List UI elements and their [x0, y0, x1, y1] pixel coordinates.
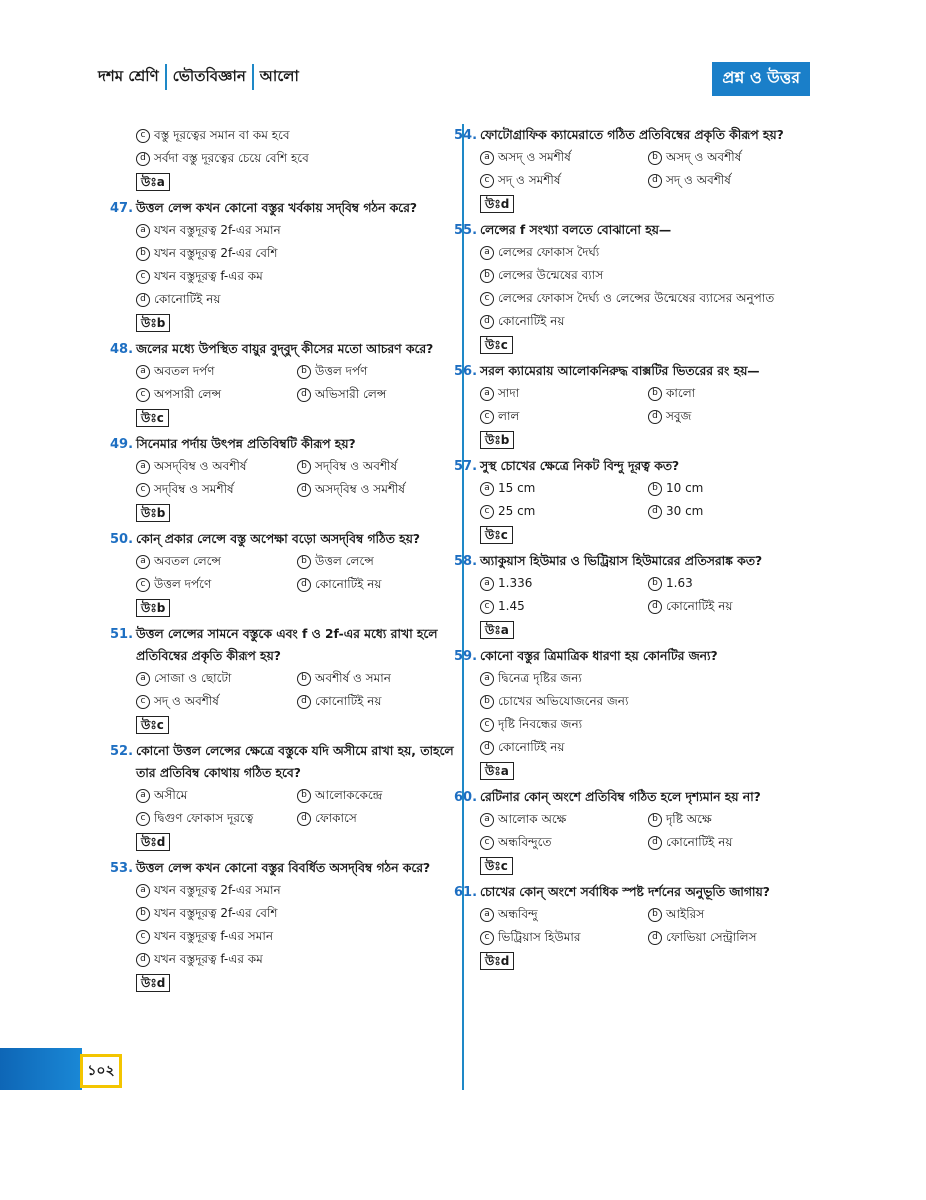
answer-box: উঃc [136, 409, 169, 427]
option-text: অপসারী লেন্স [154, 387, 222, 401]
option [648, 169, 816, 192]
option [480, 146, 648, 169]
option-text: অবতল লেন্সে [154, 554, 221, 568]
option-text: সাদা [498, 386, 520, 400]
question-text: সুস্থ চোখের ক্ষেত্রে নিকট বিন্দু দূরত্ব কত? [480, 459, 680, 473]
question-number: 60. [454, 790, 478, 805]
option-letter: a [480, 577, 494, 591]
option-letter: c [480, 718, 494, 732]
option-text: সদ্‌বিম্ব ও অবশীর্ষ [315, 459, 398, 473]
option-letter: c [136, 695, 150, 709]
answer-box: উঃb [136, 504, 170, 522]
option [297, 383, 458, 406]
option-text: 10 cm [666, 481, 704, 495]
answer-box: উঃa [480, 621, 514, 639]
option-letter: a [480, 387, 494, 401]
answer-box: উঃc [480, 857, 513, 875]
question-block [110, 338, 458, 433]
option-text: সদ্ ও সমশীর্ষ [498, 173, 561, 187]
option-letter: d [297, 812, 311, 826]
question-number: 54. [454, 128, 478, 143]
option-letter: c [480, 931, 494, 945]
option-letter: d [297, 388, 311, 402]
option-text: উত্তল দর্পণে [154, 577, 212, 591]
option-letter: c [136, 129, 150, 143]
question-block [110, 433, 458, 528]
question-text: কোন্ প্রকার লেন্সে বস্তু অপেক্ষা বড়ো অসদ্‌বিম্ব গঠিত হয়? [136, 532, 420, 546]
question-number: 58. [454, 554, 478, 569]
option-letter: c [136, 483, 150, 497]
option-text: অসদ্ ও সমশীর্ষ [498, 150, 571, 164]
option-letter: d [297, 483, 311, 497]
option-text: লেন্সের ফোকাস দৈর্ঘ্য ও লেন্সের উন্মেষের ব্যাসের অনুপাত [498, 291, 775, 305]
option [480, 264, 816, 287]
option-letter: c [480, 505, 494, 519]
option-text: অবতল দর্পণ [154, 364, 215, 378]
question-text: সিনেমার পর্দায় উৎপন্ন প্রতিবিম্বটি কীরূপ হয়? [136, 437, 356, 451]
option [136, 573, 297, 596]
option-letter: b [480, 269, 494, 283]
option-letter: a [480, 246, 494, 260]
option [297, 690, 458, 713]
option [480, 667, 816, 690]
question-text: চোখের কোন্ অংশে সর্বাধিক স্পষ্ট দর্শনের অনুভূতি জাগায়? [480, 885, 770, 899]
option-letter: d [297, 578, 311, 592]
option-letter: b [136, 907, 150, 921]
breadcrumb-chapter: আলো [259, 66, 299, 85]
option-text: যখন বস্তুদূরত্ব 2f-এর সমান [154, 883, 281, 897]
option [480, 241, 816, 264]
option [136, 948, 458, 971]
option [136, 784, 297, 807]
option-letter: b [648, 577, 662, 591]
question-text: কোনো উত্তল লেন্সের ক্ষেত্রে বস্তুকে যদি অসীমে রাখা হয়, তাহলে তার প্রতিবিম্ব কোথায় গঠিত হবে? [136, 744, 454, 780]
option [136, 265, 458, 288]
answer-box: উঃc [480, 526, 513, 544]
option [480, 310, 816, 333]
option-text: দ্বিগুণ ফোকাস দূরত্বে [154, 811, 254, 825]
answer-box: উঃd [480, 195, 514, 213]
option [648, 808, 816, 831]
option [136, 879, 458, 902]
question-text: অ্যাকুয়াস হিউমার ও ভিট্রিয়াস হিউমারের প্রতিসরাঙ্ক কত? [480, 554, 763, 568]
option-letter: b [297, 555, 311, 569]
option-text: লেন্সের ফোকাস দৈর্ঘ্য [498, 245, 600, 259]
question-block [454, 219, 816, 360]
question-text: জলের মধ্যে উপস্থিত বায়ুর বুদ্‌বুদ্ কীসের মতো আচরণ করে? [136, 342, 434, 356]
question-number: 56. [454, 364, 478, 379]
option [480, 405, 648, 428]
option [480, 595, 648, 618]
column-divider [462, 124, 464, 1090]
option-text: 1.63 [666, 576, 693, 590]
option-letter: b [297, 789, 311, 803]
option-letter: c [480, 836, 494, 850]
option-letter: d [297, 695, 311, 709]
question-text: রেটিনার কোন্ অংশে প্রতিবিম্ব গঠিত হলে দৃশ্যমান হয় না? [480, 790, 761, 804]
option-text: সদ্ ও অবশীর্ষ [666, 173, 731, 187]
option-text: কোনোটিই নয় [315, 694, 382, 708]
option [136, 147, 458, 170]
option-text: কোনোটিই নয় [666, 599, 733, 613]
option-letter: a [480, 908, 494, 922]
option-text: অবশীর্ষ ও সমান [315, 671, 391, 685]
left-column [110, 124, 458, 998]
option-text: আইরিস [666, 907, 705, 921]
option [136, 455, 297, 478]
option-text: যখন বস্তুদূরত্ব 2f-এর বেশি [154, 906, 278, 920]
option [480, 903, 648, 926]
option-text: অন্ধবিন্দুতে [498, 835, 552, 849]
option [136, 667, 297, 690]
option-letter: a [480, 672, 494, 686]
option-text: ভিট্রিয়াস হিউমার [498, 930, 581, 944]
option [136, 242, 458, 265]
option [297, 455, 458, 478]
question-block [110, 740, 458, 857]
option-text: আলোককেন্দ্রে [315, 788, 383, 802]
option-letter: a [136, 884, 150, 898]
page-header [98, 64, 810, 90]
option-text: দ্বিনেত্র দৃষ্টির জন্য [498, 671, 582, 685]
option [136, 219, 458, 242]
option-letter: a [136, 365, 150, 379]
answer-box: উঃd [136, 974, 170, 992]
option-text: সদ্‌বিম্ব ও সমশীর্ষ [154, 482, 234, 496]
option [297, 550, 458, 573]
question-text: ফোটোগ্রাফিক ক্যামেরাতে গঠিত প্রতিবিম্বের প্রকৃতি কীরূপ হয়? [480, 128, 784, 142]
option-letter: d [648, 600, 662, 614]
option-letter: b [648, 908, 662, 922]
option-text: আলোক অক্ষে [498, 812, 567, 826]
option-letter: d [648, 174, 662, 188]
option [480, 477, 648, 500]
option [648, 572, 816, 595]
question-block [454, 645, 816, 786]
option-text: সবুজ [666, 409, 692, 423]
question-number: 51. [110, 627, 134, 642]
option-letter: b [297, 365, 311, 379]
option-letter: c [480, 410, 494, 424]
option-text: অসদ্‌বিম্ব ও সমশীর্ষ [315, 482, 406, 496]
question-block [454, 455, 816, 550]
question-text: লেন্সের f সংখ্যা বলতে বোঝানো হয়— [480, 223, 672, 237]
option-text: অসদ্‌বিম্ব ও অবশীর্ষ [154, 459, 247, 473]
option-text: 25 cm [498, 504, 536, 518]
question-number: 47. [110, 201, 134, 216]
option-letter: b [648, 151, 662, 165]
question-text: সরল ক্যামেরায় আলোকনিরুদ্ধ বাক্সটির ভিতরের রং হয়— [480, 364, 760, 378]
breadcrumb [98, 64, 299, 90]
option [136, 690, 297, 713]
option [480, 831, 648, 854]
option-letter: b [648, 813, 662, 827]
option-letter: c [136, 578, 150, 592]
option-text: কোনোটিই নয় [498, 740, 565, 754]
option [648, 926, 816, 949]
option-letter: a [480, 813, 494, 827]
option [648, 382, 816, 405]
question-text: কোনো বস্তুর ত্রিমাত্রিক ধারণা হয় কোনটির জন্য? [480, 649, 718, 663]
right-column [454, 124, 816, 976]
question-block [454, 360, 816, 455]
option [136, 902, 458, 925]
option-text: লেন্সের উন্মেষের ব্যাস [498, 268, 604, 282]
section-badge: প্রশ্ন ও উত্তর [712, 62, 810, 96]
option-letter: a [480, 151, 494, 165]
option [136, 288, 458, 311]
option [480, 808, 648, 831]
question-block [454, 124, 816, 219]
answer-box: উঃb [480, 431, 514, 449]
option-text: অভিসারী লেন্স [315, 387, 387, 401]
option [480, 169, 648, 192]
breadcrumb-subject: ভৌতবিজ্ঞান [172, 66, 246, 85]
question-block [454, 881, 816, 976]
answer-box: উঃa [480, 762, 514, 780]
option-text: ফোভিয়া সেন্ট্রালিস [666, 930, 757, 944]
answer-box: উঃa [136, 173, 170, 191]
option [480, 382, 648, 405]
question-block [110, 197, 458, 338]
option-letter: b [480, 695, 494, 709]
option-letter: b [648, 482, 662, 496]
answer-box: উঃc [480, 336, 513, 354]
option-text: যখন বস্তুদূরত্ব f-এর কম [154, 952, 263, 966]
option [136, 925, 458, 948]
option-text: ফোকাসে [315, 811, 357, 825]
option-text: কালো [666, 386, 696, 400]
option-text: কোনোটিই নয় [666, 835, 733, 849]
option-text: অসদ্ ও অবশীর্ষ [666, 150, 742, 164]
option [648, 146, 816, 169]
answer-box: উঃc [136, 716, 169, 734]
question-number: 50. [110, 532, 134, 547]
option-text: কোনোটিই নয় [154, 292, 221, 306]
option-text: 15 cm [498, 481, 536, 495]
option-text: বস্তু দূরত্বের সমান বা কম হবে [154, 128, 290, 142]
option-letter: a [136, 672, 150, 686]
option-letter: a [136, 224, 150, 238]
page-number: ১০২ [80, 1054, 122, 1088]
option-letter: d [648, 505, 662, 519]
option-text: যখন বস্তুদূরত্ব 2f-এর সমান [154, 223, 281, 237]
option-letter: d [648, 931, 662, 945]
option-text: 1.45 [498, 599, 525, 613]
option-text: সদ্‌ ও অবশীর্ষ [154, 694, 219, 708]
option [480, 500, 648, 523]
question-number: 48. [110, 342, 134, 357]
option-letter: d [648, 836, 662, 850]
breadcrumb-separator [165, 64, 167, 90]
option-text: যখন বস্তুদূরত্ব 2f-এর বেশি [154, 246, 278, 260]
question-block [110, 528, 458, 623]
option-text: উত্তল লেন্সে [315, 554, 374, 568]
option [297, 807, 458, 830]
breadcrumb-separator [252, 64, 254, 90]
answer-box: উঃd [480, 952, 514, 970]
option-letter: c [136, 812, 150, 826]
option-letter: d [136, 953, 150, 967]
option [480, 572, 648, 595]
question-block [454, 786, 816, 881]
option-letter: a [136, 555, 150, 569]
breadcrumb-class: দশম শ্রেণি [98, 66, 159, 85]
answer-box: উঃd [136, 833, 170, 851]
option-letter: b [648, 387, 662, 401]
option [297, 573, 458, 596]
question-text: উত্তল লেন্স কখন কোনো বস্তুর খর্বকায় সদ্‌বিম্ব গঠন করে? [136, 201, 418, 215]
option [297, 784, 458, 807]
answer-box: উঃb [136, 314, 170, 332]
option-letter: c [480, 174, 494, 188]
question-number: 55. [454, 223, 478, 238]
option-text: কোনোটিই নয় [498, 314, 565, 328]
option [648, 405, 816, 428]
option-letter: b [136, 247, 150, 261]
option-letter: d [136, 152, 150, 166]
option [648, 595, 816, 618]
option-letter: b [297, 460, 311, 474]
question-number: 57. [454, 459, 478, 474]
option [648, 903, 816, 926]
option [136, 360, 297, 383]
option [136, 383, 297, 406]
question-number: 52. [110, 744, 134, 759]
option [480, 690, 816, 713]
option-letter: d [648, 410, 662, 424]
option-letter: a [136, 789, 150, 803]
option [297, 667, 458, 690]
option-letter: c [480, 292, 494, 306]
option-text: কোনোটিই নয় [315, 577, 382, 591]
option-letter: c [136, 388, 150, 402]
option [297, 478, 458, 501]
option-letter: d [480, 315, 494, 329]
option [648, 500, 816, 523]
option-text: যখন বস্তুদূরত্ব f-এর সমান [154, 929, 274, 943]
option-text: চোখের অভিযোজনের জন্য [498, 694, 629, 708]
option-letter: b [297, 672, 311, 686]
page-footer-bar [0, 1048, 82, 1090]
option-text: সর্বদা বস্তু দূরত্বের চেয়ে বেশি হবে [154, 151, 309, 165]
carry-over-block [136, 124, 458, 197]
option [136, 807, 297, 830]
option [480, 736, 816, 759]
question-text: উত্তল লেন্সের সামনে বস্তুকে এবং f ও 2f-এর মধ্যে রাখা হলে প্রতিবিম্বের প্রকৃতি কীরূপ হয়? [136, 627, 438, 663]
option-text: উত্তল দর্পণ [315, 364, 368, 378]
option-letter: c [136, 930, 150, 944]
option-text: অসীমে [154, 788, 188, 802]
option-letter: a [480, 482, 494, 496]
option [136, 124, 458, 147]
option-letter: d [480, 741, 494, 755]
option [136, 550, 297, 573]
option-text: অন্ধবিন্দু [498, 907, 538, 921]
answer-box: উঃb [136, 599, 170, 617]
option-letter: c [480, 600, 494, 614]
option-text: দৃষ্টি অক্ষে [666, 812, 712, 826]
question-block [454, 550, 816, 645]
question-number: 61. [454, 885, 478, 900]
option-text: 30 cm [666, 504, 704, 518]
option-text: 1.336 [498, 576, 533, 590]
option-text: লাল [498, 409, 520, 423]
question-text: উত্তল লেন্স কখন কোনো বস্তুর বিবর্ধিত অসদ্‌বিম্ব গঠন করে? [136, 861, 431, 875]
option-text: যখন বস্তুদূরত্ব f-এর কম [154, 269, 263, 283]
question-number: 53. [110, 861, 134, 876]
option-letter: a [136, 460, 150, 474]
option [480, 926, 648, 949]
option [297, 360, 458, 383]
question-columns [110, 124, 816, 1094]
option [648, 477, 816, 500]
question-number: 59. [454, 649, 478, 664]
option [480, 287, 816, 310]
question-block [110, 857, 458, 998]
option [648, 831, 816, 854]
option [480, 713, 816, 736]
option-text: সোজা ও ছোটো [154, 671, 232, 685]
option-letter: c [136, 270, 150, 284]
option-letter: d [136, 293, 150, 307]
question-block [110, 623, 458, 740]
option [136, 478, 297, 501]
question-number: 49. [110, 437, 134, 452]
option-text: দৃষ্টি নিবন্ধের জন্য [498, 717, 583, 731]
